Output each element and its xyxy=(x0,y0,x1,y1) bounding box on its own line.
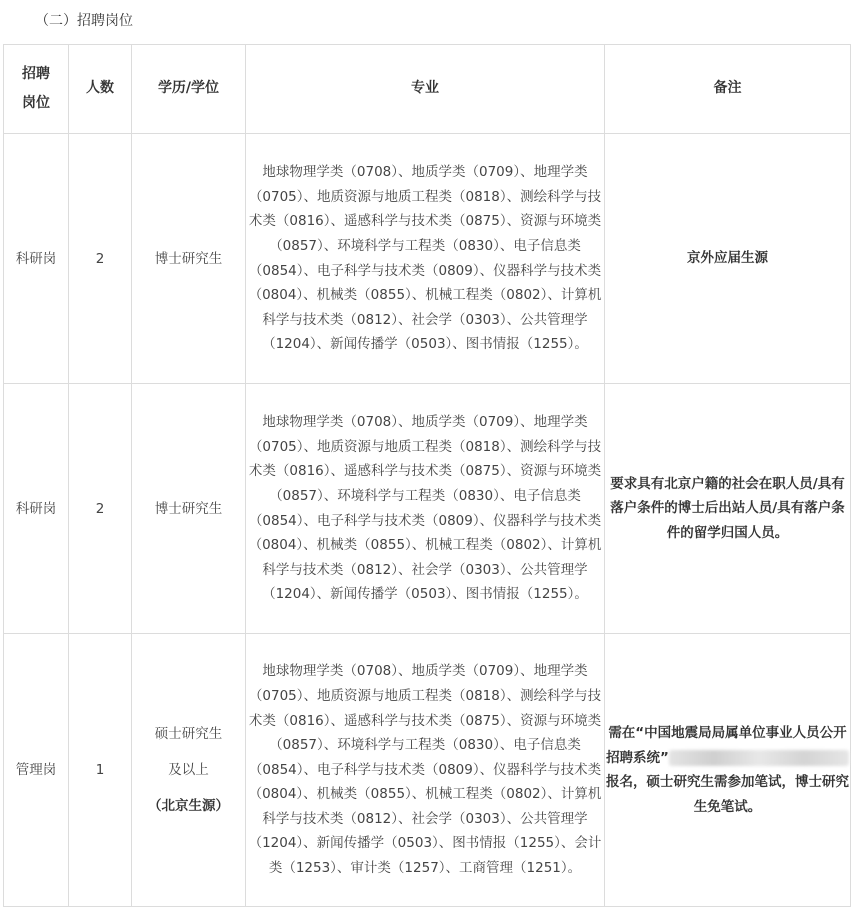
cell-major: 地球物理学类（0708）、地质学类（0709）、地理学类（0705）、地质资源与地质工程类（0818）、测绘科学与技术类（0816）、遥感科学与技术类（0875）、资源与环境类（0857）、环境科学与工程类（0830）、电子信息类（0854）、电子科学与技术类（0809）、仪器科学与技术类（0804）、机械类（0855）、机械工程类（0802）、计算机科学与技术类（0812）、社会学（0303）、公共管理学（1204）、新闻传播学（0503）、图书情报（1255）。 xyxy=(246,384,605,634)
cell-remark xyxy=(605,634,851,907)
cell-count: 2 xyxy=(69,384,132,634)
cell-post: 科研岗 xyxy=(4,384,69,634)
cell-count: 1 xyxy=(69,634,132,907)
remark-text: 报名，硕士研究生需参加笔试，博士研究生免笔试。 xyxy=(606,774,849,815)
header-degree: 学历/学位 xyxy=(132,45,246,134)
degree-region: （北京生源） xyxy=(148,798,229,814)
degree-line: 及以上 xyxy=(168,762,209,778)
remark-text: 需在“中国地震局局属单位事业人员公开招聘系统” xyxy=(606,725,847,766)
cell-remark: 要求具有北京户籍的社会在职人员/具有落户条件的博士后出站人员/具有落户条件的留学归国人员。 xyxy=(605,384,851,634)
cell-degree: 博士研究生 xyxy=(132,134,246,384)
section-title: （二）招聘岗位 xyxy=(35,13,133,29)
header-major: 专业 xyxy=(246,45,605,134)
header-post: 招聘岗位 xyxy=(4,45,69,134)
job-table xyxy=(3,44,851,907)
cell-degree xyxy=(132,634,246,907)
cell-post: 管理岗 xyxy=(4,634,69,907)
degree-line: 硕士研究生 xyxy=(154,726,223,742)
cell-major: 地球物理学类（0708）、地质学类（0709）、地理学类（0705）、地质资源与地质工程类（0818）、测绘科学与技术类（0816）、遥感科学与技术类（0875）、资源与环境类（0857）、环境科学与工程类（0830）、电子信息类（0854）、电子科学与技术类（0809）、仪器科学与技术类（0804）、机械类（0855）、机械工程类（0802）、计算机科学与技术类（0812）、社会学（0303）、公共管理学（1204）、新闻传播学（0503）、图书情报（1255）。 xyxy=(246,134,605,384)
table-row xyxy=(4,384,851,634)
cell-remark: 京外应届生源 xyxy=(605,134,851,384)
header-remark: 备注 xyxy=(605,45,851,134)
header-count: 人数 xyxy=(69,45,132,134)
cell-degree: 博士研究生 xyxy=(132,384,246,634)
redacted-link xyxy=(669,750,849,766)
cell-post: 科研岗 xyxy=(4,134,69,384)
cell-major: 地球物理学类（0708）、地质学类（0709）、地理学类（0705）、地质资源与地质工程类（0818）、测绘科学与技术类（0816）、遥感科学与技术类（0875）、资源与环境类（0857）、环境科学与工程类（0830）、电子信息类（0854）、电子科学与技术类（0809）、仪器科学与技术类（0804）、机械类（0855）、机械工程类（0802）、计算机科学与技术类（0812）、社会学（0303）、公共管理学（1204）、新闻传播学（0503）、图书情报（1255）、会计类（1253）、审计类（1257）、工商管理（1251）。 xyxy=(246,634,605,907)
table-row xyxy=(4,134,851,384)
cell-count: 2 xyxy=(69,134,132,384)
table-header-row xyxy=(4,45,851,134)
table-row xyxy=(4,634,851,907)
